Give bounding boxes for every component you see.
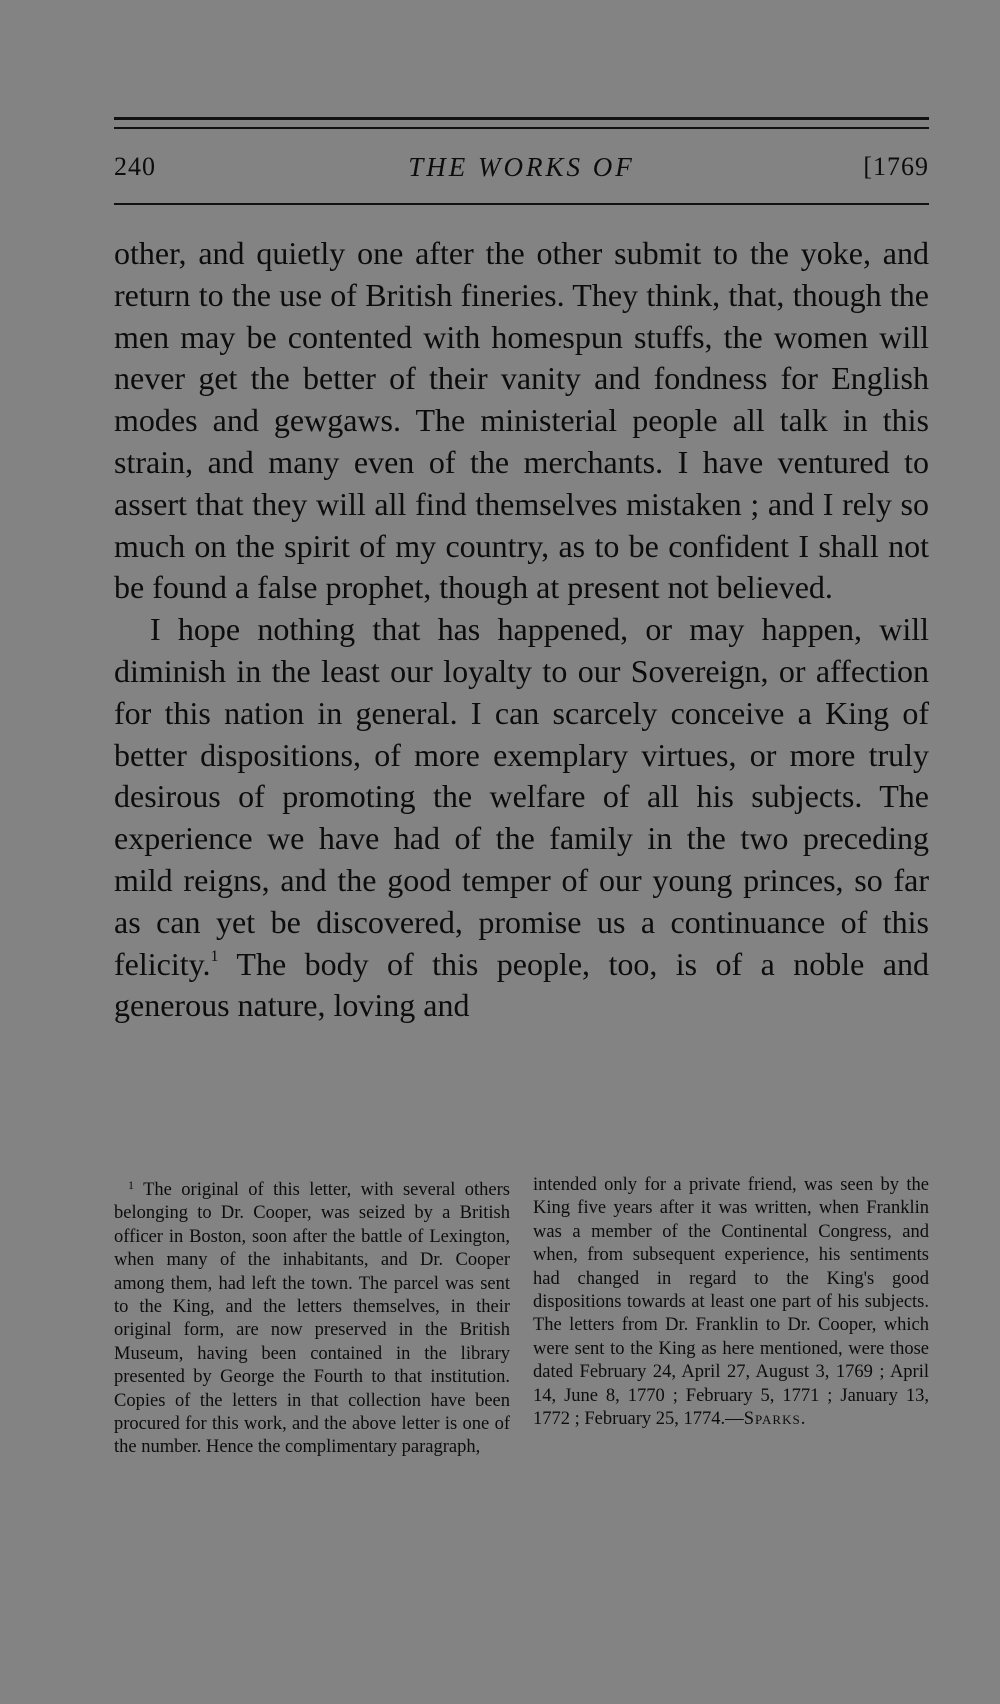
paragraph-loyalty (114, 609, 929, 1027)
footnote-column-left (114, 1174, 510, 1460)
main-text (114, 233, 929, 1027)
header-rule (114, 203, 929, 205)
footnote-marker: 1 (128, 1178, 134, 1192)
footnote-text-right (533, 1174, 929, 1431)
year-mark: [1769 (863, 152, 929, 181)
footnotes (114, 1174, 929, 1460)
paragraph-continued: other, and quietly one after the other submit to the yoke, and return to the use of British fineries. They think, that, though the men may be contented with homespun stuffs, the women will never get the better of their vanity and fondness for English modes and gewgaws. The ministerial people all talk in this strain, and many even of the merchants. I have ventured to assert that they will all find themselves mistaken ; and I rely so much on the spirit of my country, as to be confident I shall not be found a false prophet, though at present not believed. (114, 235, 929, 606)
footnote-column-right (533, 1174, 929, 1460)
footnote-left-body: The original of this letter, with several others belonging to Dr. Cooper, was seized by a British officer in Boston, soon after the battle of Lexington, when many of the inhabitants, and Dr. Cooper among them, had left the town. The parcel was sent to the King, and the letters themselves, in their original form, are now preserved in the British Museum, having been contained in the library presented by George the Fourth to that institution. Copies of the letters in that collection have been procured for this work, and the above letter is one of the number. Hence the complimentary paragraph, (114, 1180, 510, 1458)
footnote-signature: Sparks. (743, 1409, 807, 1430)
top-double-rule-upper (114, 117, 929, 120)
footnote-right-body: intended only for a private friend, was seen by the King five years after it was written, when Franklin was a member of the Continental Congress, and when, from subsequent experience, his sentiments had changed in regard to the King's good dispositions towards at least one part of his subjects. The letters from Dr. Franklin to Dr. Cooper, which were sent to the King as here mentioned, were those dated February 24, April 27, August 3, 1769 ; April 14, June 8, 1770 ; February 5, 1771 ; January 13, 1772 ; February 25, 1774.— (533, 1175, 929, 1430)
paragraph-loyalty-text-a: I hope nothing that has happened, or may happen, will diminish in the least our loyalty to our Sovereign, or affection for this nation in general. I can scarcely conceive a King of better dispositions, of more exemplary virtues, or more truly desirous of promoting the welfare of all his subjects. The experience we have had of the family in the two preceding mild reigns, and the good temper of our young princes, so far as can yet be discovered, promise us a continuance of this felicity. (114, 611, 929, 982)
running-title: THE WORKS OF (408, 152, 635, 182)
paragraph-loyalty-text-b: The body of this people, too, is of a noble and generous nature, loving and (114, 945, 929, 1024)
page-number: 240 (114, 152, 156, 181)
top-double-rule-lower (114, 127, 929, 129)
page-header (114, 152, 929, 192)
footnote-text-left (114, 1174, 510, 1460)
footnote-reference: 1 (210, 947, 219, 965)
